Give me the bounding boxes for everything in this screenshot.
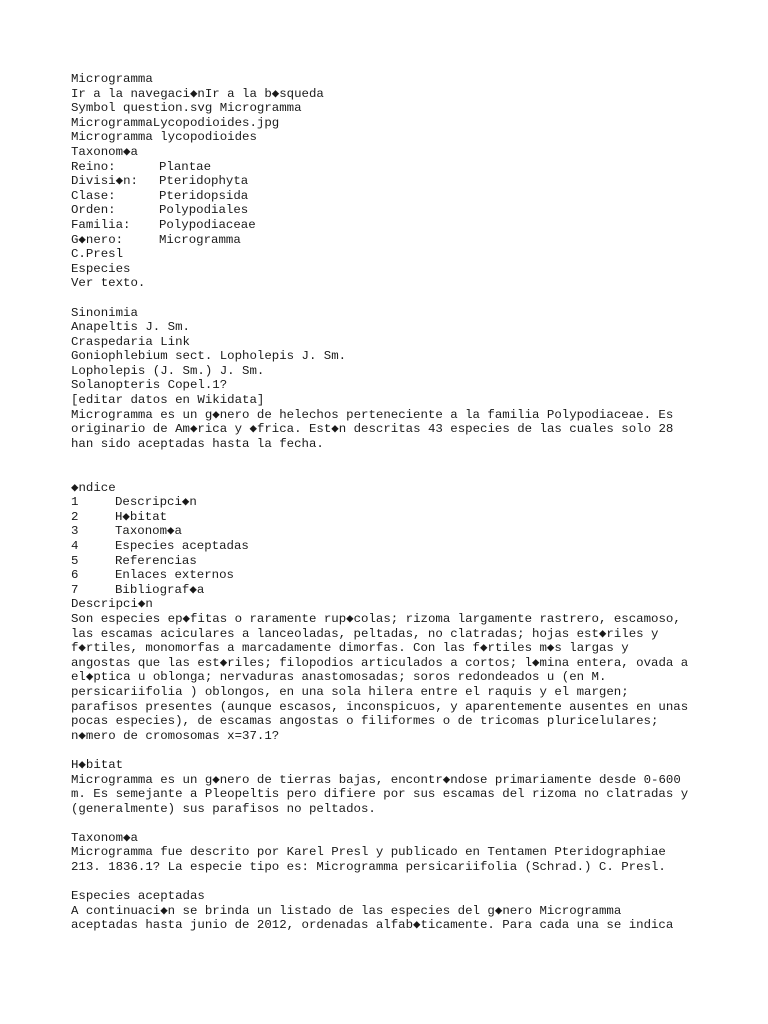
toc-number: 1: [71, 495, 79, 510]
taxonomy-key: Reino:: [71, 159, 116, 174]
section-heading-taxonomia: Taxonom◆a: [71, 830, 138, 845]
taxonomy-value: Pteridopsida: [159, 188, 249, 203]
navigation-links[interactable]: Ir a la navegaci◆nIr a la b◆squeda: [71, 86, 324, 101]
habitat-line: m. Es semejante a Pleopeltis pero difiere por sus escamas del rizoma no clatradas y: [71, 787, 689, 802]
toc-item-enlaces[interactable]: [71, 568, 721, 583]
species-value: Ver texto.: [71, 276, 146, 291]
species-label: Especies: [71, 261, 131, 276]
taxonomy-key: Clase:: [71, 188, 116, 203]
habitat-line: (generalmente) sus parafisos no peltados.: [71, 801, 376, 816]
toc-heading: ◆ndice: [71, 480, 116, 495]
descripcion-line: f◆rtiles, monomorfas a marcadamente dimorfas. Con las f◆rtiles m◆s largas y: [71, 641, 629, 656]
habitat-line: Microgramma es un g◆nero de tierras bajas, encontr◆ndose primariamente desde 0-600: [71, 772, 681, 787]
synonym-item: Solanopteris Copel.1?: [71, 378, 228, 393]
especies-line: aceptadas hasta junio de 2012, ordenadas alfab◆ticamente. Para cada una se indica: [71, 918, 674, 933]
toc-number: 6: [71, 568, 79, 583]
toc-label: Enlaces externos: [115, 568, 234, 583]
intro-line: originario de Am◆rica y ◆frica. Est◆n descritas 43 especies de las cuales solo 28: [71, 422, 674, 437]
descripcion-line: el◆ptica u oblonga; nervaduras anastomosadas; soros redondeados u (en M.: [71, 670, 607, 685]
toc-label: Referencias: [115, 553, 197, 568]
toc-number: 7: [71, 582, 79, 597]
descripcion-line: pocas especies), de escamas angostas o filiformes o de tricomas pluricelulares;: [71, 714, 659, 729]
taxonomy-row: [71, 233, 721, 248]
taxonomy-value: Microgramma: [159, 232, 241, 247]
taxonomia-line: 213. 1836.1? La especie tipo es: Microgramma persicariifolia (Schrad.) C. Presl.: [71, 860, 666, 875]
toc-item-especies[interactable]: [71, 539, 721, 554]
document-page: [71, 72, 721, 933]
toc-number: 3: [71, 524, 79, 539]
toc-number: 4: [71, 539, 79, 553]
descripcion-line: las escamas aciculares a lanceoladas, peltadas, no clatradas; hojas est◆riles y: [71, 626, 659, 641]
toc-item-descripcion[interactable]: [71, 495, 721, 510]
toc-label: Descripci◆n: [115, 495, 197, 510]
especies-line: A continuaci◆n se brinda un listado de las especies del g◆nero Microgramma: [71, 903, 622, 918]
taxonomy-row: [71, 160, 721, 175]
image-file-link[interactable]: MicrogrammaLycopodioides.jpg: [71, 115, 280, 130]
descripcion-line: angostas que las est◆riles; filopodios articulados a cortos; l◆mina entera, ovada a: [71, 655, 689, 670]
synonym-item: Lopholepis (J. Sm.) J. Sm.: [71, 363, 265, 378]
section-heading-habitat: H◆bitat: [71, 757, 124, 772]
intro-line: han sido aceptadas hasta la fecha.: [71, 436, 324, 451]
taxonomy-key: Orden:: [71, 203, 116, 218]
descripcion-line: Son especies ep◆fitas o raramente rup◆colas; rizoma largamente rastrero, escamoso,: [71, 611, 681, 626]
taxonomy-key: Divisi◆n:: [71, 174, 138, 189]
toc-item-habitat[interactable]: [71, 510, 721, 525]
synonym-item: Craspedaria Link: [71, 334, 190, 349]
descripcion-line: parafisos presentes (aunque escasos, inconspicuos, y aparentemente ausentes en unas: [71, 699, 689, 714]
symbol-file-label: Symbol question.svg Microgramma: [71, 101, 302, 116]
toc-label: Bibliograf◆a: [115, 582, 205, 597]
toc-item-taxonomia[interactable]: [71, 524, 721, 539]
toc-label: H◆bitat: [115, 509, 168, 524]
taxonomy-value: Polypodiaceae: [159, 217, 256, 232]
taxonomy-row: [71, 174, 721, 189]
synonymy-heading: Sinonimia: [71, 305, 138, 320]
taxonomy-value: Plantae: [159, 159, 212, 174]
toc-label: Especies aceptadas: [115, 539, 249, 553]
toc-label: Taxonom◆a: [115, 524, 182, 539]
taxonomy-key: G◆nero:: [71, 232, 124, 247]
page-title: Microgramma: [71, 72, 153, 86]
section-heading-especies: Especies aceptadas: [71, 889, 205, 904]
descripcion-line: n◆mero de cromosomas x=37.1?: [71, 728, 280, 743]
toc-item-bibliografia[interactable]: [71, 583, 721, 598]
taxonomy-value: Pteridophyta: [159, 174, 249, 189]
taxonomy-row: [71, 189, 721, 204]
toc-number: 2: [71, 509, 79, 524]
taxonomy-table: [71, 160, 721, 248]
taxonomy-row: [71, 203, 721, 218]
authority: C.Presl: [71, 247, 124, 262]
taxonomy-heading: Taxonom◆a: [71, 144, 138, 159]
taxonomy-key: Familia:: [71, 217, 131, 232]
descripcion-line: persicariifolia ) oblongos, en una sola hilera entre el raquis y el margen;: [71, 684, 629, 699]
taxonomy-row: [71, 218, 721, 233]
synonym-item: Goniophlebium sect. Lopholepis J. Sm.: [71, 349, 347, 364]
image-caption: Microgramma lycopodioides: [71, 130, 257, 145]
intro-line: Microgramma es un g◆nero de helechos perteneciente a la familia Polypodiaceae. Es: [71, 407, 674, 422]
synonym-item: Anapeltis J. Sm.: [71, 320, 190, 335]
taxonomy-value: Polypodiales: [159, 203, 249, 218]
toc-number: 5: [71, 553, 79, 568]
wikidata-edit-link[interactable]: [editar datos en Wikidata]: [71, 393, 265, 408]
taxonomia-line: Microgramma fue descrito por Karel Presl y publicado en Tentamen Pteridographiae: [71, 845, 666, 860]
section-heading-descripcion: Descripci◆n: [71, 597, 153, 612]
toc-item-referencias[interactable]: [71, 554, 721, 569]
